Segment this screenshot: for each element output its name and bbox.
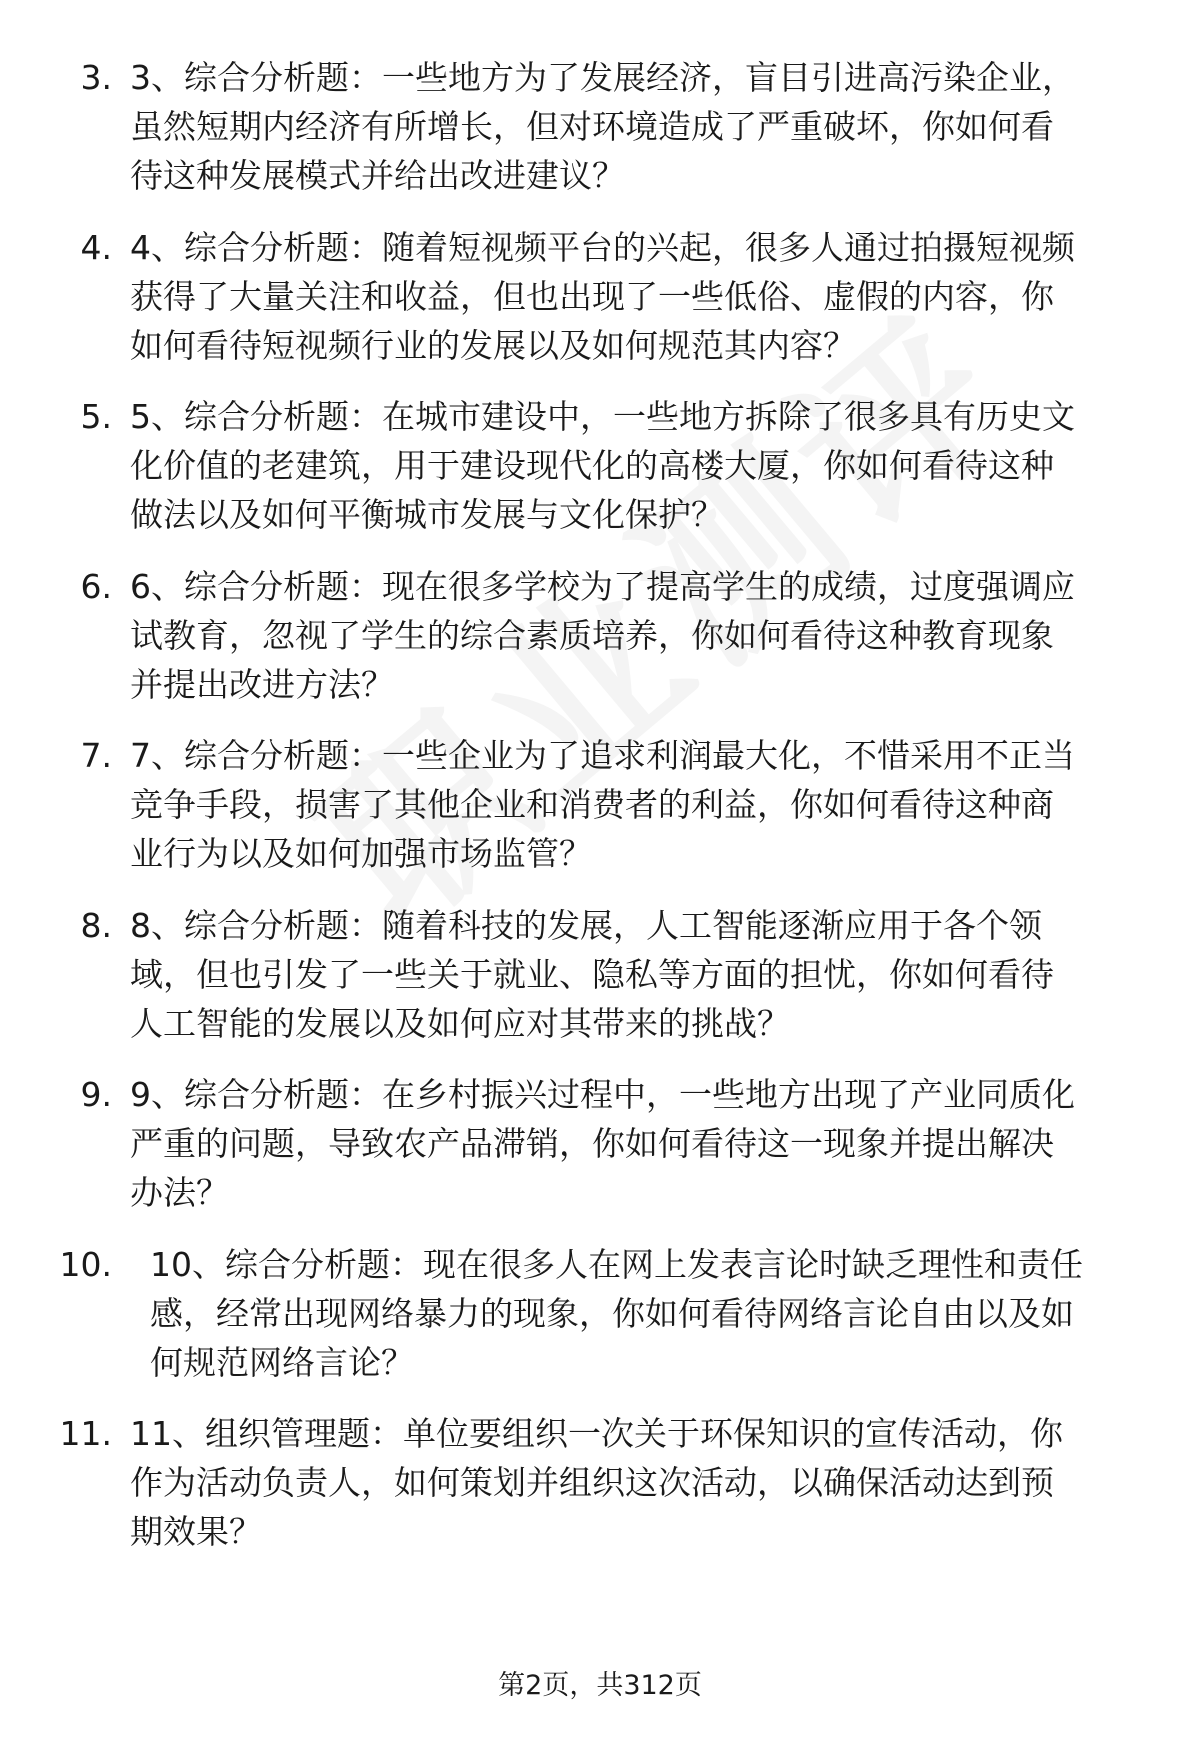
- question-item: [0, 392, 1200, 562]
- question-item: [0, 223, 1200, 393]
- question-item: [0, 562, 1200, 732]
- question-number: 11.: [59, 1414, 112, 1453]
- question-text: 3、综合分析题：一些地方为了发展经济，盲目引进高污染企业， 虽然短期内经济有所增长，但对环境造成了严重破坏，你如何看 待这种发展模式并给出改进建议？: [130, 58, 1075, 195]
- question-number: 8.: [80, 905, 112, 945]
- question-number: 7.: [80, 736, 112, 775]
- question-number: 9.: [80, 1075, 112, 1114]
- question-text: 10、综合分析题：现在很多人在网上发表言论时缺乏理性和责任 感，经常出现网络暴力的现象，你如何看待网络言论自由以及如 何规范网络言论？: [150, 1244, 1083, 1382]
- question-text: 8、综合分析题：随着科技的发展，人工智能逐渐应用于各个领 域，但也引发了一些关于就业、隐私等方面的担忧，你如何看待 人工智能的发展以及如何应对其带来的挑战？: [130, 905, 1054, 1043]
- question-number: 10.: [59, 1244, 112, 1284]
- question-number: 3.: [80, 58, 112, 97]
- question-text: 6、综合分析题：现在很多学校为了提高学生的成绩，过度强调应 试教育，忽视了学生的综合素质培养，你如何看待这种教育现象 并提出改进方法？: [130, 566, 1075, 704]
- question-text: 4、综合分析题：随着短视频平台的兴起，很多人通过拍摄短视频 获得了大量关注和收益，但也出现了一些低俗、虚假的内容，你 如何看待短视频行业的发展以及如何规范其内容？: [130, 227, 1075, 365]
- page-footer: 第2页，共312页: [498, 1670, 702, 1701]
- question-list: [0, 53, 1200, 1579]
- question-item: [0, 1240, 1200, 1410]
- question-text: 9、综合分析题：在乡村振兴过程中，一些地方出现了产业同质化 严重的问题，导致农产品滞销，你如何看待这一现象并提出解决 办法？: [130, 1075, 1075, 1212]
- question-item: [0, 731, 1200, 901]
- question-item: [0, 1409, 1200, 1579]
- question-item: [0, 901, 1200, 1071]
- question-item: [0, 1070, 1200, 1240]
- question-number: 4.: [80, 227, 112, 267]
- question-text: 11、组织管理题：单位要组织一次关于环保知识的宣传活动，你 作为活动负责人，如何策划并组织这次活动，以确保活动达到预 期效果？: [130, 1414, 1063, 1551]
- question-number: 6.: [80, 566, 112, 606]
- question-text: 7、综合分析题：一些企业为了追求利润最大化，不惜采用不正当 竞争手段，损害了其他企业和消费者的利益，你如何看待这种商 业行为以及如何加强市场监管？: [130, 736, 1075, 873]
- question-number: 5.: [80, 397, 112, 436]
- question-item: [0, 53, 1200, 223]
- question-text: 5、综合分析题：在城市建设中，一些地方拆除了很多具有历史文 化价值的老建筑，用于建设现代化的高楼大厦，你如何看待这种 做法以及如何平衡城市发展与文化保护？: [130, 397, 1075, 534]
